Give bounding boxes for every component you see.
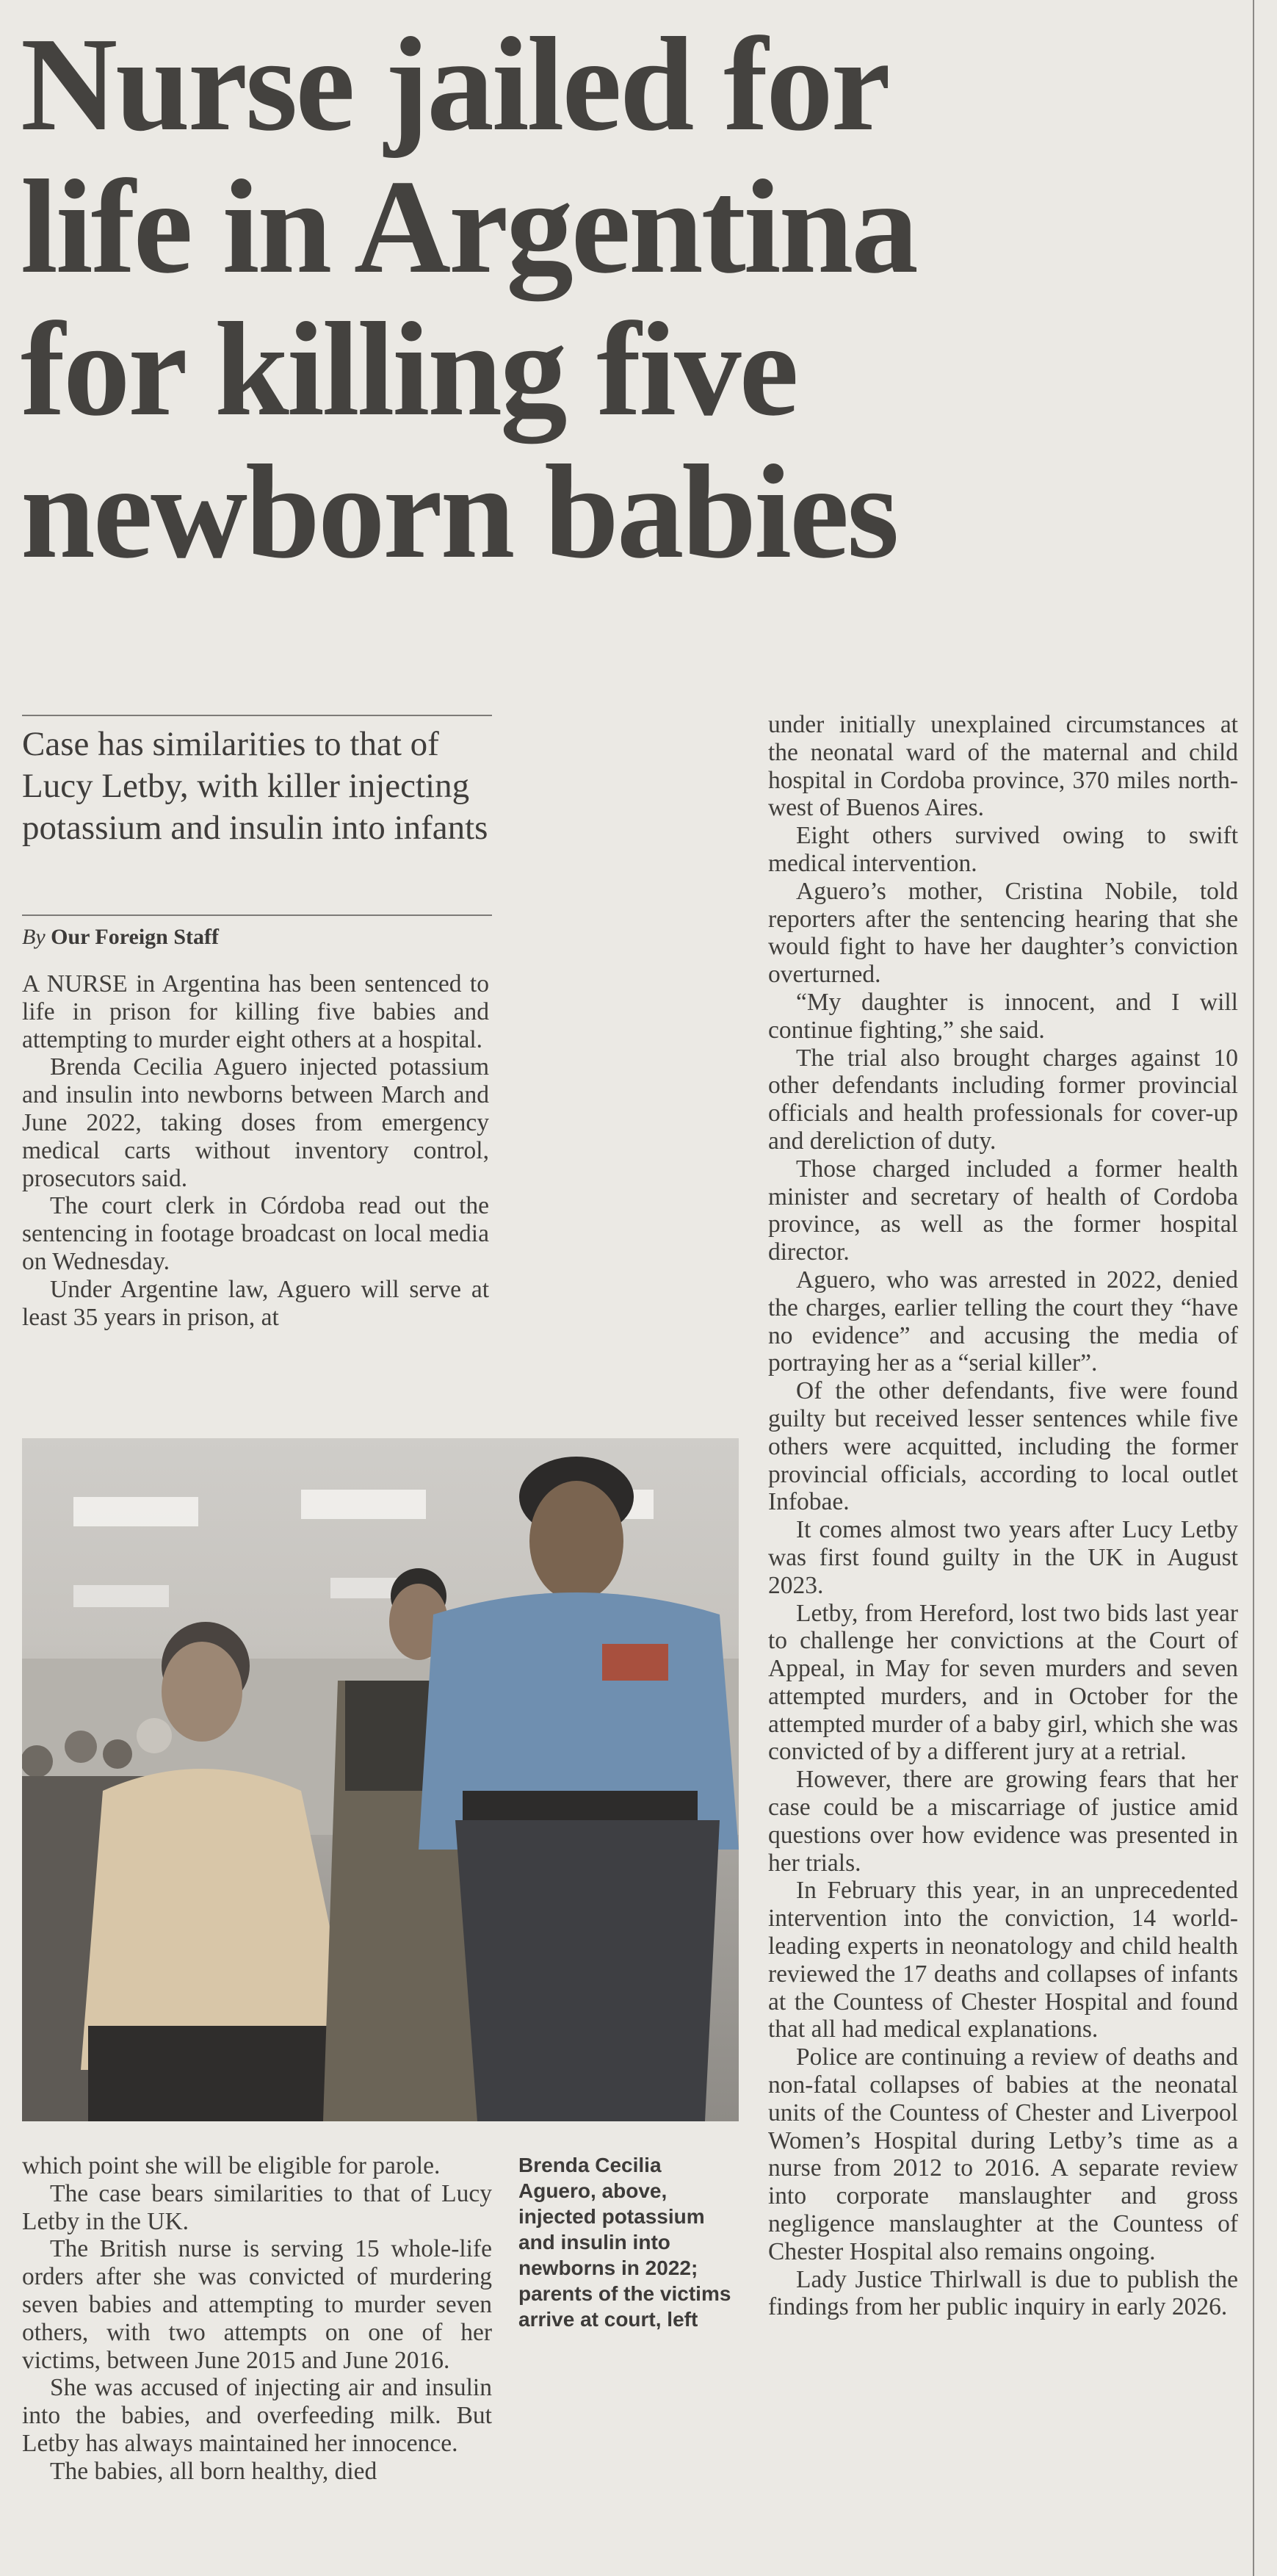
body-paragraph: Under Argentine law, Aguero will serve at least 35 years in prison, at	[22, 1275, 489, 1331]
headline-line: life in Argentina	[21, 152, 916, 301]
headline	[21, 10, 1225, 586]
body-paragraph: It comes almost two years after Lucy Letby was first found guilty in the UK in August 2023.	[768, 1516, 1238, 1599]
body-paragraph: Aguero, who was arrested in 2022, denied the charges, earlier telling the court they “have no evidence” and accusing the media of portraying her as a “serial killer”.	[768, 1266, 1238, 1377]
photo-caption: Brenda Cecilia Aguero, above, injected potassium and insulin into newborns in 2022; parents of the victims arrive at court, left	[518, 2154, 731, 2331]
body-paragraph: The British nurse is serving 15 whole-life orders after she was convicted of murdering seven babies and attempting to murder seven others, with two attempts on one of her victims, between June 2015 and June 2016.	[22, 2235, 492, 2374]
column-rule-right	[1253, 0, 1254, 2576]
body-paragraph: which point she will be eligible for parole.	[22, 2152, 441, 2179]
body-column-2	[768, 711, 1238, 2321]
body-paragraph: However, there are growing fears that her case could be a miscarriage of justice amid questions over how evidence was presented in her trials.	[768, 1766, 1238, 1877]
court-photo	[22, 1438, 739, 2121]
byline-by: By	[22, 925, 46, 949]
body-paragraph: “My daughter is innocent, and I will continue fighting,” she said.	[768, 988, 1238, 1044]
body-paragraph: Letby, from Hereford, lost two bids last year to challenge her convictions at the Court of Appeal, in May for seven murders and seven attempted murders, and in October for the attempted murder of a baby girl, which she was convicted of by a different jury at a retrial.	[768, 1599, 1238, 1766]
headline-line: for killing five	[21, 295, 797, 444]
body-paragraph: under initially unexplained circumstances at the neonatal ward of the maternal and child hospital in Cordoba province, 370 miles north-west of Buenos Aires.	[768, 711, 1238, 822]
body-paragraph: Of the other defendants, five were found guilty but received lesser sentences while five others were acquitted, including the former provincial officials, according to local outlet Infobae.	[768, 1377, 1238, 1516]
body-paragraph: The court clerk in Córdoba read out the sentencing in footage broadcast on local media on Wednesday.	[22, 1192, 489, 1275]
body-paragraph: She was accused of injecting air and insulin into the babies, and overfeeding milk. But Letby has always maintained her innocence.	[22, 2374, 492, 2457]
body-paragraph: The babies, all born healthy, died	[50, 2457, 377, 2485]
byline-author: Our Foreign Staff	[51, 925, 220, 949]
court-photo-illustration	[22, 1438, 739, 2121]
body-paragraph: Aguero’s mother, Cristina Nobile, told reporters after the sentencing hearing that she would fight to have her daughter’s conviction overturned.	[768, 877, 1238, 989]
headline-line: Nurse jailed for	[21, 10, 889, 159]
body-paragraph: Brenda Cecilia Aguero injected potassium and insulin into newborns between March and June 2022, taking doses from emergency medical carts without inventory control, prosecutors said.	[22, 1053, 489, 1192]
body-paragraph: A NURSE in Argentina has been sentenced to life in prison for killing five babies and attempting to murder eight others at a hospital.	[22, 970, 489, 1053]
body-paragraph: Eight others survived owing to swift medical intervention.	[768, 822, 1238, 877]
body-paragraph: The case bears similarities to that of Lucy Letby in the UK.	[22, 2179, 492, 2235]
standfirst-rule-top	[22, 715, 492, 716]
byline	[22, 923, 492, 951]
body-paragraph: Police are continuing a review of deaths and non-fatal collapses of babies at the neonatal units of the Countess of Chester and Liverpool Women’s Hospital during Letby’s time as a nurse from 2012 to 2016. A separate review into corporate manslaughter and gross negligence manslaughter at the Countess of Chester Hospital also remains ongoing.	[768, 2043, 1238, 2265]
headline-line: newborn babies	[21, 437, 897, 586]
body-paragraph: Those charged included a former health minister and secretary of health of Cordoba province, as well as the former hospital director.	[768, 1155, 1238, 1266]
body-paragraph: The trial also brought charges against 10 other defendants including former provincial officials and health professionals for cover-up and dereliction of duty.	[768, 1044, 1238, 1155]
body-paragraph: Lady Justice Thirlwall is due to publish the findings from her public inquiry in early 2026.	[768, 2265, 1238, 2321]
body-column-1-bottom	[22, 2152, 492, 2486]
standfirst: Case has similarities to that of Lucy Letby, with killer injecting potassium and insulin into infants	[22, 725, 488, 847]
standfirst-rule-bottom	[22, 914, 492, 916]
body-paragraph: In February this year, in an unprecedented intervention into the conviction, 14 world-leading experts in neonatology and child health reviewed the 17 deaths and collapses of infants at the Countess of Chester Hospital and found that all had medical explanations.	[768, 1877, 1238, 2043]
body-column-1-top	[22, 970, 489, 1331]
